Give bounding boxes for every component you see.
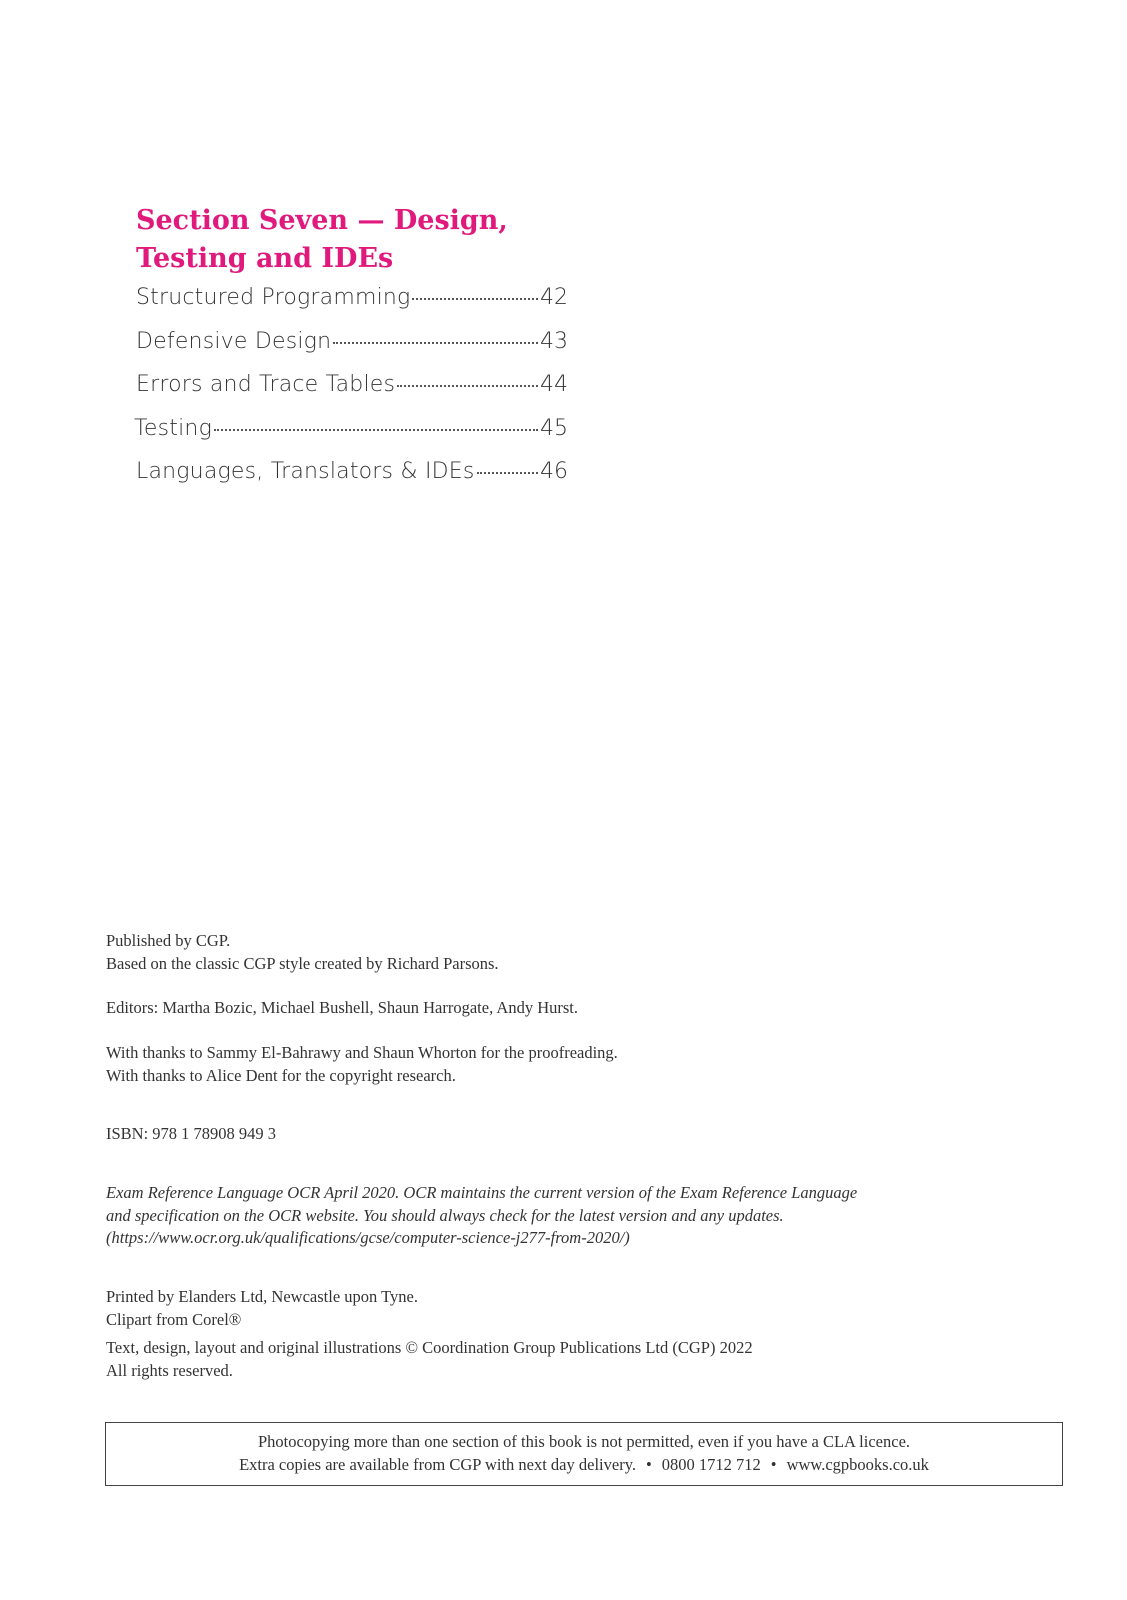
toc-item-defensive-design[interactable]	[136, 329, 568, 373]
exam-reference-block	[106, 1182, 1006, 1250]
copyright-block	[106, 1337, 1006, 1382]
toc-item-page: 46	[540, 459, 568, 484]
phone-number: 0800 1712 712	[661, 1454, 761, 1474]
toc-item-title: Defensive Design	[136, 328, 332, 354]
photocopy-notice-box	[105, 1422, 1063, 1486]
toc-item-languages-translators-ides[interactable]	[136, 459, 568, 503]
exam-reference-url: (https://www.ocr.org.uk/qualifications/gcse/computer-science-j277-from-2020/)	[106, 1228, 630, 1247]
toc-item-page: 44	[540, 372, 568, 397]
website-link[interactable]: www.cgpbooks.co.uk	[786, 1454, 929, 1474]
toc-leader-dots	[333, 342, 538, 344]
toc-item-errors-trace-tables[interactable]	[136, 372, 568, 416]
thanks-proofreading: With thanks to Sammy El-Bahrawy and Shaun Whorton for the proofreading.	[106, 1043, 618, 1062]
copyright: Text, design, layout and original illustrations © Coordination Group Publications Ltd (CGP) 2022	[106, 1338, 753, 1357]
publisher-credits	[106, 930, 1006, 975]
thanks-copyright: With thanks to Alice Dent for the copyright research.	[106, 1065, 456, 1085]
all-rights-reserved: All rights reserved.	[106, 1360, 233, 1380]
toc-item-title: Testing	[134, 415, 212, 441]
table-of-contents	[136, 285, 568, 503]
extra-copies-line	[106, 1454, 1062, 1477]
printed-by: Printed by Elanders Ltd, Newcastle upon Tyne.	[106, 1287, 418, 1306]
toc-leader-dots	[214, 429, 538, 431]
toc-item-page: 42	[540, 285, 568, 310]
toc-item-title: Structured Programming	[136, 285, 411, 310]
bullet-separator: •	[646, 1454, 652, 1474]
section-heading	[136, 202, 576, 278]
toc-item-page: 43	[540, 328, 568, 354]
toc-item-title: Languages, Translators & IDEs	[136, 459, 475, 484]
toc-leader-dots	[412, 298, 538, 300]
printer-block	[106, 1286, 1006, 1331]
isbn: ISBN: 978 1 78908 949 3	[106, 1124, 277, 1143]
toc-item-structured-programming[interactable]	[136, 285, 568, 329]
thanks-block	[106, 1042, 1006, 1087]
section-heading-line1: Section Seven — Design,	[136, 205, 508, 236]
toc-item-title: Errors and Trace Tables	[136, 372, 396, 397]
toc-item-page: 45	[540, 415, 568, 441]
section-heading-line2: Testing and IDEs	[136, 243, 394, 274]
extra-copies-text: Extra copies are available from CGP with next day delivery.	[239, 1454, 636, 1474]
toc-item-testing[interactable]	[134, 416, 568, 460]
editors-block	[106, 997, 1006, 1020]
toc-leader-dots	[397, 385, 538, 387]
bullet-separator: •	[770, 1454, 777, 1474]
exam-reference-line1: Exam Reference Language OCR April 2020. OCR maintains the current version of the Exam Reference Language	[106, 1183, 858, 1202]
isbn-block	[106, 1123, 1006, 1146]
toc-leader-dots	[477, 472, 538, 474]
photocopy-notice: Photocopying more than one section of this book is not permitted, even if you have a CLA licence.	[257, 1432, 911, 1451]
exam-reference-line2: and specification on the OCR website. You should always check for the latest version and any updates.	[106, 1205, 784, 1225]
published-by: Published by CGP.	[106, 931, 231, 950]
editors: Editors: Martha Bozic, Michael Bushell, Shaun Harrogate, Andy Hurst.	[106, 998, 578, 1017]
clipart-credit: Clipart from Corel®	[106, 1309, 242, 1329]
based-on: Based on the classic CGP style created by Richard Parsons.	[106, 953, 499, 973]
